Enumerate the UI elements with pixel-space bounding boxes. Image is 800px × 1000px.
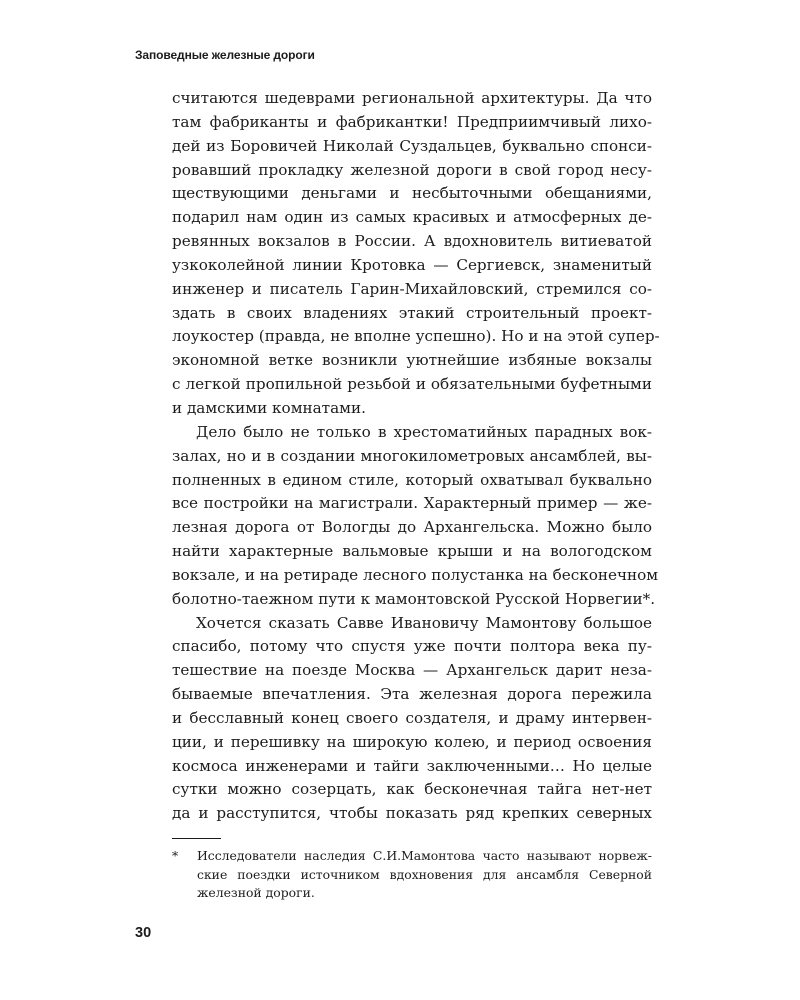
body-line: узкоколейной линии Кротовка — Сергиевск, знаменитый bbox=[172, 255, 652, 274]
body-line: бываемые впечатления. Эта железная дорога пережила bbox=[172, 685, 652, 704]
footnote-line: Исследователи наследия С.И.Мамонтова часто называют норвеж- bbox=[197, 848, 652, 863]
body-line: полненных в едином стиле, который охватывал буквально bbox=[172, 470, 652, 489]
body-line: лоукостер (правда, не вполне успешно). Но и на этой супер- bbox=[172, 327, 660, 346]
body-line: тешествие на поезде Москва — Архангельск дарит неза- bbox=[172, 661, 652, 680]
body-line: спасибо, потому что спустя уже почти полтора века пу- bbox=[172, 637, 652, 656]
body-line: Хочется сказать Савве Ивановичу Мамонтову большое bbox=[196, 613, 652, 632]
body-line: ровавший прокладку железной дороги в свой город несу- bbox=[172, 160, 652, 179]
body-line: инженер и писатель Гарин-Михайловский, стремился со- bbox=[172, 279, 652, 298]
body-line: болотно-таежном пути к мамонтовской Русской Норвегии*. bbox=[172, 589, 656, 608]
body-line: ществующими деньгами и несбыточными обещаниями, bbox=[172, 184, 652, 203]
body-line: Дело было не только в хрестоматийных парадных вок- bbox=[196, 422, 652, 441]
body-line: и дамскими комнатами. bbox=[172, 398, 366, 417]
footnote bbox=[172, 847, 652, 903]
body-line: да и расступится, чтобы показать ряд крепких северных bbox=[172, 804, 652, 823]
body-line: подарил нам один из самых красивых и атмосферных де- bbox=[172, 208, 652, 227]
body-line: все постройки на магистрали. Характерный пример — же- bbox=[172, 494, 652, 513]
body-line: дей из Боровичей Николай Суздальцев, буквально спонси- bbox=[172, 136, 652, 155]
footnote-body bbox=[197, 847, 652, 903]
footnote-line: ские поездки источником вдохновения для ансамбля Северной bbox=[197, 866, 652, 882]
body-line: найти характерные вальмовые крыши и на вологодском bbox=[172, 542, 652, 561]
body-line: лезная дорога от Вологды до Архангельска. Можно было bbox=[172, 518, 652, 537]
body-line: космоса инженерами и тайги заключенными… Но целые bbox=[172, 756, 652, 775]
body-line: ревянных вокзалов в России. А вдохновитель витиеватой bbox=[172, 232, 652, 251]
body-line: с легкой пропильной резьбой и обязательными буфетными bbox=[172, 375, 652, 394]
body-line: залах, но и в создании многокилометровых ансамблей, вы- bbox=[172, 446, 652, 465]
footnote-mark: * bbox=[172, 848, 179, 863]
body-line: сутки можно созерцать, как бесконечная тайга нет-нет bbox=[172, 780, 652, 799]
body-line: там фабриканты и фабрикантки! Предприимчивый лихо- bbox=[172, 112, 652, 131]
page-number: 30 bbox=[135, 925, 152, 941]
running-head: Заповедные железные дороги bbox=[135, 48, 315, 62]
footnote-line: железной дороги. bbox=[197, 885, 315, 901]
body-text bbox=[172, 87, 660, 826]
body-line: вокзале, и на ретираде лесного полустанка на бесконечном bbox=[172, 565, 659, 584]
body-line: экономной ветке возникли уютнейшие избяные вокзалы bbox=[172, 351, 652, 370]
body-line: здать в своих владениях этакий строительный проект- bbox=[172, 303, 652, 322]
body-line: ции, и перешивку на широкую колею, и период освоения bbox=[172, 732, 652, 751]
footnote-rule bbox=[172, 838, 221, 839]
body-line: и бесславный конец своего создателя, и драму интервен- bbox=[172, 708, 652, 727]
body-line: считаются шедеврами региональной архитектуры. Да что bbox=[172, 89, 652, 107]
